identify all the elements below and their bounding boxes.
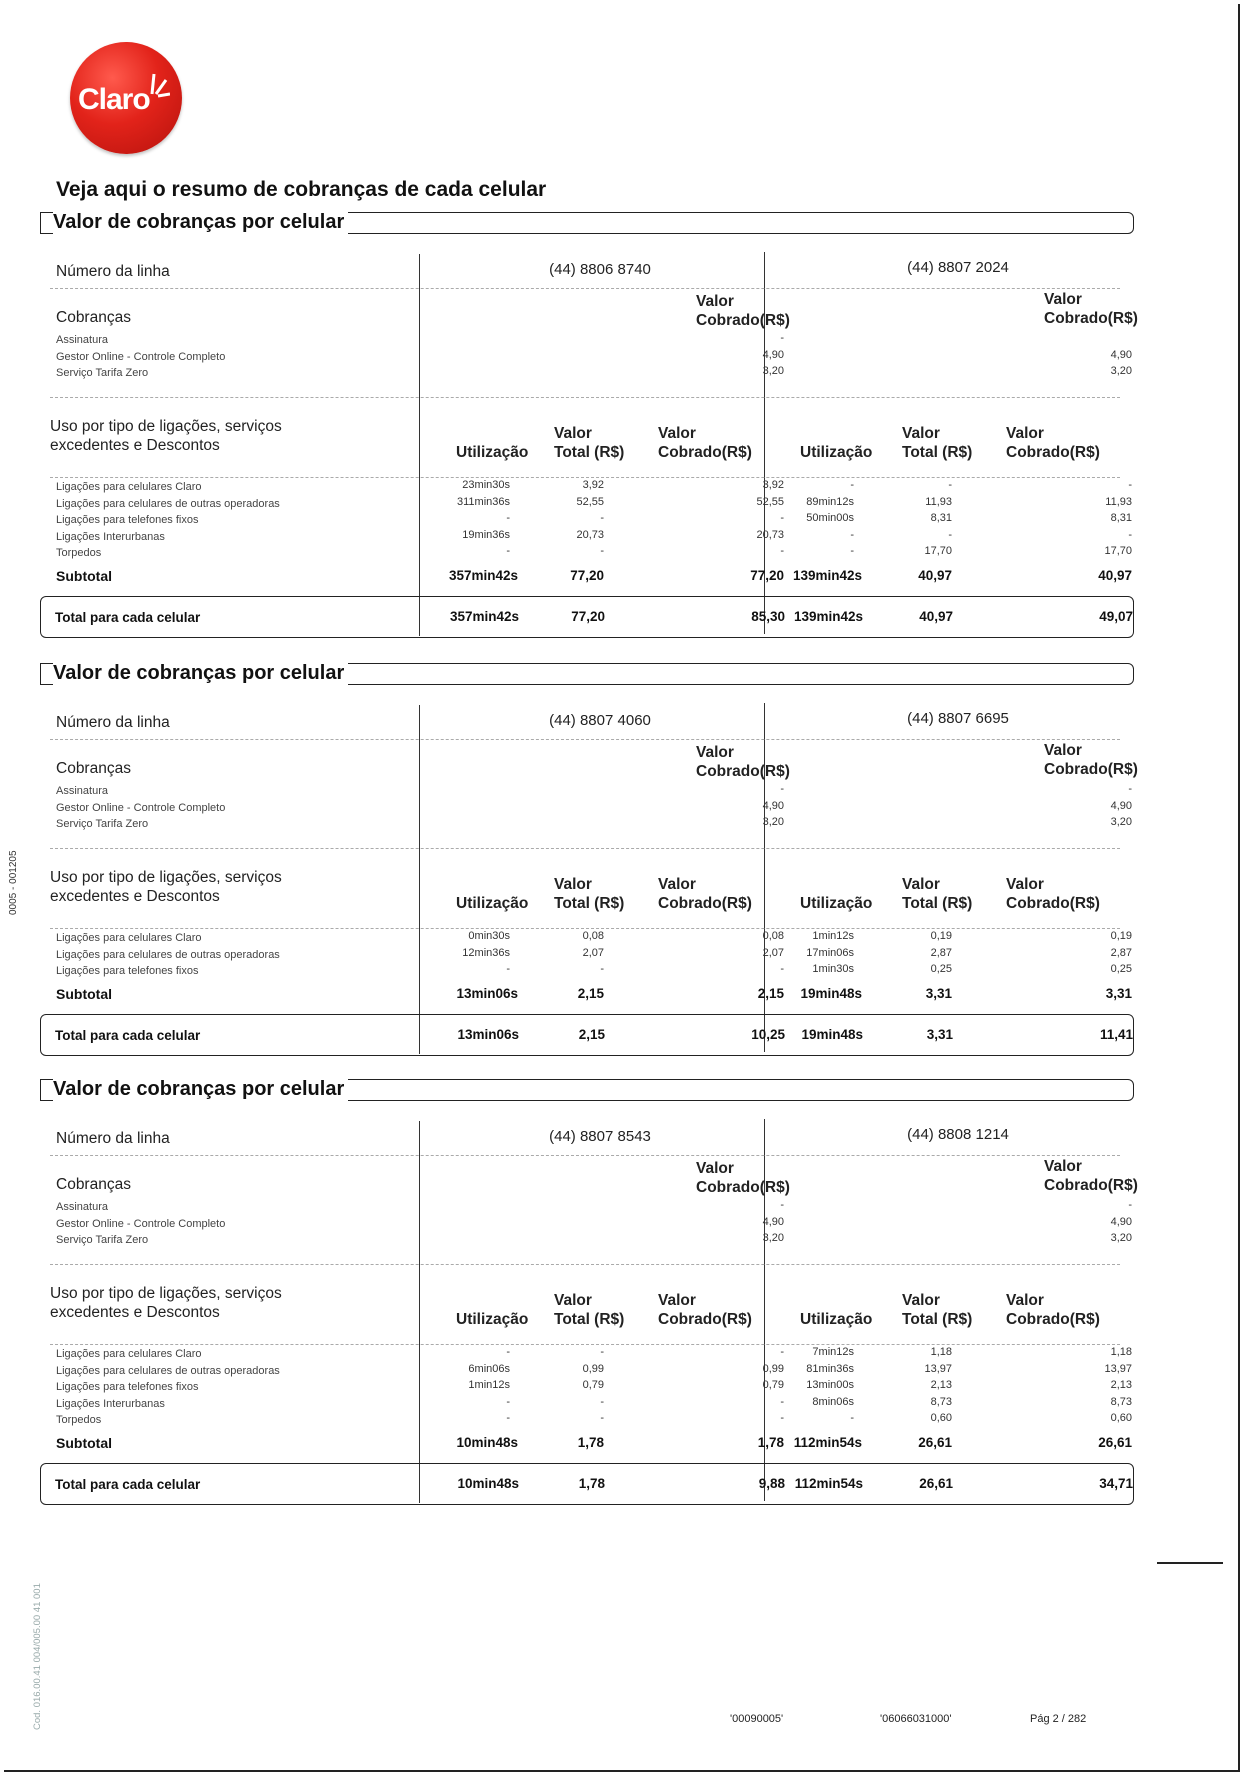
- section-title: Valor de cobranças por celular: [53, 1078, 348, 1101]
- subtotal-utilizacao: 112min54s: [793, 1434, 862, 1450]
- valor-cobrado-header: Valor: [696, 293, 734, 310]
- subtotal-utilizacao: 357min42s: [448, 567, 518, 583]
- charge-value: -: [1128, 783, 1132, 795]
- valor-cobrado-header: Valor: [658, 1292, 696, 1309]
- usage-valor-cobrado: 8,31: [1110, 512, 1132, 524]
- usage-valor-cobrado: 13,97: [1104, 1362, 1132, 1375]
- line-number: (44) 8808 1214: [907, 1126, 1009, 1143]
- claro-logo: [70, 42, 182, 154]
- usage-valor-total: 2,07: [582, 946, 604, 959]
- valor-cobrado-header: Valor: [1006, 425, 1044, 442]
- margin-mark: [1157, 1562, 1223, 1564]
- usage-label: excedentes e Descontos: [50, 1304, 220, 1321]
- usage-type-label: Ligações para celulares Claro: [56, 932, 202, 944]
- total-row: [40, 596, 1134, 638]
- valor-cobrado-header: Cobrado(R$): [658, 444, 752, 461]
- side-code-faint: Cod. 016.00.41 004/005.00 41 001: [32, 1583, 43, 1730]
- charge-label: Assinatura: [56, 1201, 108, 1213]
- valor-total-header: Total (R$): [902, 1311, 973, 1328]
- valor-total-header: Valor: [902, 1292, 940, 1309]
- usage-valor-total: 2,87: [930, 946, 952, 959]
- usage-valor-total: -: [948, 528, 952, 541]
- usage-utilizacao: 7min12s: [812, 1346, 854, 1358]
- usage-label: Uso por tipo de ligações, serviços: [50, 418, 282, 435]
- usage-type-label: Ligações para telefones fixos: [56, 965, 199, 977]
- usage-valor-cobrado: 2,07: [762, 946, 784, 959]
- usage-label: excedentes e Descontos: [50, 888, 220, 905]
- line-number: (44) 8806 8740: [549, 261, 651, 278]
- utilizacao-header: Utilização: [800, 1311, 873, 1328]
- charges-label: Cobranças: [56, 1176, 131, 1193]
- usage-valor-cobrado: 11,93: [1105, 495, 1132, 508]
- valor-total-header: Valor: [554, 425, 592, 442]
- total-label: Total para cada celular: [55, 1027, 201, 1043]
- total-valor-total: 77,20: [571, 608, 605, 624]
- valor-cobrado-header: Cobrado(R$): [1006, 895, 1100, 912]
- section-body: [40, 685, 1138, 1058]
- valor-cobrado-header: Valor: [1044, 742, 1082, 759]
- column-divider: [419, 1121, 420, 1503]
- usage-utilizacao: 81min36s: [806, 1362, 854, 1375]
- usage-valor-total: 0,60: [930, 1412, 952, 1424]
- usage-valor-total: -: [600, 545, 604, 557]
- valor-cobrado-header: Cobrado(R$): [658, 895, 752, 912]
- charges-section: [40, 662, 1138, 1103]
- usage-valor-total: -: [600, 1412, 604, 1424]
- separator-line: [50, 477, 1120, 478]
- logo-wordmark: Claro: [78, 83, 150, 116]
- separator-line: [50, 848, 1120, 849]
- page-title: Veja aqui o resumo de cobranças de cada celular: [56, 178, 547, 201]
- usage-valor-cobrado: -: [780, 1395, 784, 1408]
- charge-value: -: [1128, 1199, 1132, 1211]
- subtotal-valor-cobrado: 3,31: [1105, 985, 1132, 1001]
- usage-valor-cobrado: 0,25: [1110, 963, 1132, 975]
- subtotal-valor-total: 26,61: [918, 1434, 952, 1450]
- valor-cobrado-header: Cobrado(R$): [1044, 310, 1138, 327]
- separator-line: [50, 397, 1120, 398]
- usage-utilizacao: 23min30s: [462, 479, 510, 491]
- usage-valor-cobrado: 1,18: [1110, 1346, 1132, 1358]
- section-header: [40, 1079, 1134, 1101]
- usage-valor-total: -: [600, 1395, 604, 1408]
- usage-valor-total: -: [600, 1346, 604, 1358]
- total-utilizacao: 112min54s: [794, 1475, 863, 1491]
- usage-valor-cobrado: -: [780, 1412, 784, 1424]
- charges-section: [40, 211, 1138, 652]
- valor-cobrado-header: Cobrado(R$): [658, 1311, 752, 1328]
- usage-utilizacao: -: [506, 545, 510, 557]
- valor-cobrado-header: Valor: [1006, 876, 1044, 893]
- charge-value: 3,20: [762, 816, 784, 828]
- usage-utilizacao: 12min36s: [462, 946, 510, 959]
- usage-valor-cobrado: 52,55: [756, 495, 784, 508]
- total-utilizacao: 10min48s: [457, 1475, 519, 1491]
- charge-label: Serviço Tarifa Zero: [56, 818, 149, 830]
- usage-valor-cobrado: 2,87: [1110, 946, 1132, 959]
- valor-cobrado-header: Cobrado(R$): [1044, 1177, 1138, 1194]
- column-divider: [419, 254, 420, 636]
- utilizacao-header: Utilização: [800, 444, 873, 461]
- total-utilizacao: 19min48s: [801, 1026, 863, 1042]
- section-body: [40, 234, 1138, 640]
- subtotal-valor-total: 1,78: [577, 1434, 604, 1450]
- usage-valor-cobrado: -: [780, 512, 784, 524]
- charge-value: 3,20: [762, 365, 784, 377]
- usage-valor-total: 20,73: [576, 528, 604, 541]
- subtotal-valor-cobrado: 1,78: [757, 1434, 784, 1450]
- usage-type-label: Ligações para celulares de outras operadoras: [56, 1364, 280, 1377]
- total-utilizacao: 13min06s: [457, 1026, 519, 1042]
- usage-utilizacao: 0min30s: [468, 930, 510, 942]
- usage-valor-total: 11,93: [925, 495, 952, 508]
- subtotal-valor-total: 77,20: [570, 567, 604, 583]
- usage-valor-total: 8,31: [930, 512, 952, 524]
- charge-value: -: [780, 783, 784, 795]
- subtotal-valor-total: 40,97: [918, 567, 952, 583]
- usage-valor-cobrado: 0,08: [762, 930, 784, 942]
- usage-type-label: Ligações para telefones fixos: [56, 514, 199, 526]
- column-divider: [419, 705, 420, 1054]
- utilizacao-header: Utilização: [456, 444, 529, 461]
- usage-valor-cobrado: 8,73: [1110, 1395, 1132, 1408]
- separator-line: [50, 1155, 1120, 1156]
- section-title: Valor de cobranças por celular: [53, 662, 348, 685]
- usage-utilizacao: 19min36s: [462, 528, 510, 541]
- total-row: [40, 1014, 1134, 1056]
- usage-type-label: Ligações Interurbanas: [56, 1397, 165, 1410]
- separator-line: [50, 1344, 1120, 1345]
- valor-total-header: Valor: [902, 876, 940, 893]
- separator-line: [50, 1264, 1120, 1265]
- valor-cobrado-header: Valor: [658, 876, 696, 893]
- usage-type-label: Ligações para celulares de outras operadoras: [56, 948, 280, 961]
- charge-value: 4,90: [762, 1215, 784, 1228]
- valor-total-header: Total (R$): [554, 444, 625, 461]
- section-title: Valor de cobranças por celular: [53, 211, 348, 234]
- line-number-label: Número da linha: [56, 714, 170, 731]
- usage-type-label: Torpedos: [56, 1414, 102, 1426]
- usage-utilizacao: -: [506, 963, 510, 975]
- usage-valor-cobrado: -: [780, 963, 784, 975]
- subtotal-label: Subtotal: [56, 985, 112, 1002]
- valor-total-header: Total (R$): [554, 895, 625, 912]
- valor-total-header: Valor: [902, 425, 940, 442]
- usage-valor-total: 0,08: [582, 930, 604, 942]
- usage-valor-cobrado: 20,73: [756, 528, 784, 541]
- total-utilizacao: 357min42s: [449, 608, 519, 624]
- usage-valor-cobrado: 0,99: [762, 1362, 784, 1375]
- usage-valor-cobrado: -: [1128, 479, 1132, 491]
- footer-code-2: '06066031000': [880, 1713, 952, 1725]
- line-number: (44) 8807 2024: [907, 259, 1009, 276]
- usage-label: Uso por tipo de ligações, serviços: [50, 869, 282, 886]
- usage-utilizacao: -: [850, 1412, 854, 1424]
- charges-section: [40, 1078, 1138, 1519]
- charge-value: 4,90: [1110, 348, 1132, 361]
- valor-cobrado-header: Cobrado(R$): [1006, 1311, 1100, 1328]
- footer-page: Pág 2 / 282: [1030, 1713, 1087, 1725]
- usage-valor-total: 13,97: [924, 1362, 952, 1375]
- valor-cobrado-header: Valor: [658, 425, 696, 442]
- subtotal-valor-total: 3,31: [925, 985, 952, 1001]
- usage-valor-cobrado: 0,19: [1110, 930, 1132, 942]
- usage-valor-total: -: [600, 963, 604, 975]
- usage-valor-cobrado: 17,70: [1104, 545, 1132, 557]
- usage-valor-total: 3,92: [582, 479, 604, 491]
- usage-valor-total: -: [600, 512, 604, 524]
- usage-valor-cobrado: -: [780, 1346, 784, 1358]
- subtotal-valor-cobrado: 2,15: [757, 985, 784, 1001]
- line-number: (44) 8807 6695: [907, 710, 1009, 727]
- valor-cobrado-header: Cobrado(R$): [1044, 761, 1138, 778]
- usage-valor-total: 0,25: [930, 963, 952, 975]
- total-valor-total: 1,78: [578, 1475, 605, 1491]
- charge-value: 3,20: [1110, 1232, 1132, 1244]
- subtotal-utilizacao: 19min48s: [800, 985, 862, 1001]
- logo-rays-icon: [148, 72, 170, 98]
- usage-utilizacao: 89min12s: [806, 495, 854, 508]
- charge-value: 3,20: [1110, 365, 1132, 377]
- utilizacao-header: Utilização: [456, 1311, 529, 1328]
- subtotal-label: Subtotal: [56, 567, 112, 584]
- line-number-label: Número da linha: [56, 263, 170, 280]
- charge-value: 4,90: [1110, 799, 1132, 812]
- total-row: [40, 1463, 1134, 1505]
- usage-valor-total: 1,18: [930, 1346, 952, 1358]
- valor-cobrado-header: Valor: [1044, 291, 1082, 308]
- total-valor-cobrado: 9,88: [758, 1475, 785, 1491]
- subtotal-valor-total: 2,15: [577, 985, 604, 1001]
- charge-value: -: [780, 1199, 784, 1211]
- usage-type-label: Ligações para telefones fixos: [56, 1381, 199, 1393]
- total-label: Total para cada celular: [55, 609, 201, 625]
- usage-valor-cobrado: -: [780, 545, 784, 557]
- subtotal-utilizacao: 10min48s: [456, 1434, 518, 1450]
- valor-cobrado-header: Cobrado(R$): [1006, 444, 1100, 461]
- charge-value: 3,20: [1110, 816, 1132, 828]
- usage-valor-cobrado: -: [1128, 528, 1132, 541]
- separator-line: [50, 928, 1120, 929]
- charge-value: 4,90: [1110, 1215, 1132, 1228]
- usage-utilizacao: -: [506, 1412, 510, 1424]
- charge-label: Assinatura: [56, 334, 108, 346]
- charge-value: 4,90: [762, 799, 784, 812]
- usage-utilizacao: 13min00s: [806, 1379, 854, 1391]
- usage-type-label: Torpedos: [56, 547, 102, 559]
- subtotal-valor-cobrado: 26,61: [1098, 1434, 1132, 1450]
- total-valor-cobrado: 34,71: [1099, 1475, 1133, 1491]
- side-code: 0005 - 001205: [8, 850, 19, 915]
- usage-valor-total: 8,73: [930, 1395, 952, 1408]
- usage-valor-cobrado: 0,79: [762, 1379, 784, 1391]
- usage-label: excedentes e Descontos: [50, 437, 220, 454]
- usage-utilizacao: 1min30s: [812, 963, 854, 975]
- usage-valor-total: 0,19: [930, 930, 952, 942]
- usage-utilizacao: -: [506, 1395, 510, 1408]
- subtotal-utilizacao: 139min42s: [792, 567, 862, 583]
- valor-cobrado-header: Valor: [696, 744, 734, 761]
- usage-type-label: Ligações Interurbanas: [56, 530, 165, 543]
- usage-utilizacao: 50min00s: [806, 512, 854, 524]
- valor-cobrado-header: Valor: [1006, 1292, 1044, 1309]
- usage-utilizacao: 1min12s: [812, 930, 854, 942]
- usage-valor-cobrado: 0,60: [1110, 1412, 1132, 1424]
- charge-label: Assinatura: [56, 785, 108, 797]
- charge-value: 3,20: [762, 1232, 784, 1244]
- total-valor-total: 26,61: [919, 1475, 953, 1491]
- usage-valor-cobrado: 2,13: [1110, 1379, 1132, 1391]
- usage-valor-total: -: [948, 479, 952, 491]
- usage-utilizacao: 6min06s: [468, 1362, 510, 1375]
- usage-valor-total: 0,79: [582, 1379, 604, 1391]
- usage-valor-total: 52,55: [576, 495, 604, 508]
- utilizacao-header: Utilização: [800, 895, 873, 912]
- total-valor-total: 2,15: [578, 1026, 605, 1042]
- usage-utilizacao: -: [506, 512, 510, 524]
- valor-cobrado-header: Cobrado(R$): [696, 312, 790, 329]
- charges-label: Cobranças: [56, 760, 131, 777]
- valor-total-header: Total (R$): [902, 444, 973, 461]
- charge-label: Gestor Online - Controle Completo: [56, 801, 226, 814]
- section-header: [40, 663, 1134, 685]
- usage-valor-total: 0,99: [582, 1362, 604, 1375]
- usage-utilizacao: -: [850, 528, 854, 541]
- total-valor-cobrado: 11,41: [1099, 1026, 1133, 1042]
- usage-type-label: Ligações para celulares de outras operadoras: [56, 497, 280, 510]
- valor-cobrado-header: Valor: [1044, 1158, 1082, 1175]
- valor-total-header: Valor: [554, 876, 592, 893]
- separator-line: [50, 739, 1120, 740]
- subtotal-valor-cobrado: 77,20: [750, 567, 784, 583]
- charge-label: Gestor Online - Controle Completo: [56, 350, 226, 363]
- line-number-label: Número da linha: [56, 1130, 170, 1147]
- separator-line: [50, 288, 1120, 289]
- usage-utilizacao: 311min36s: [457, 495, 510, 508]
- usage-label: Uso por tipo de ligações, serviços: [50, 1285, 282, 1302]
- usage-valor-cobrado: 3,92: [762, 479, 784, 491]
- usage-type-label: Ligações para celulares Claro: [56, 481, 202, 493]
- utilizacao-header: Utilização: [456, 895, 529, 912]
- charge-label: Gestor Online - Controle Completo: [56, 1217, 226, 1230]
- subtotal-utilizacao: 13min06s: [456, 985, 518, 1001]
- total-valor-total: 40,97: [919, 608, 953, 624]
- usage-utilizacao: 17min06s: [806, 946, 854, 959]
- valor-cobrado-header: Cobrado(R$): [696, 763, 790, 780]
- usage-utilizacao: -: [506, 1346, 510, 1358]
- usage-type-label: Ligações para celulares Claro: [56, 1348, 202, 1360]
- section-body: [40, 1101, 1138, 1507]
- usage-utilizacao: 1min12s: [468, 1379, 510, 1391]
- usage-utilizacao: -: [850, 479, 854, 491]
- charge-label: Serviço Tarifa Zero: [56, 1234, 149, 1246]
- valor-total-header: Valor: [554, 1292, 592, 1309]
- footer-code-1: '00090005': [730, 1713, 784, 1725]
- total-valor-cobrado: 10,25: [751, 1026, 785, 1042]
- usage-valor-total: 2,13: [930, 1379, 952, 1391]
- section-header: [40, 212, 1134, 234]
- valor-cobrado-header: Cobrado(R$): [696, 1179, 790, 1196]
- subtotal-valor-cobrado: 40,97: [1098, 567, 1132, 583]
- valor-total-header: Total (R$): [902, 895, 973, 912]
- subtotal-label: Subtotal: [56, 1434, 112, 1451]
- total-valor-cobrado: 49,07: [1099, 608, 1133, 624]
- charges-label: Cobranças: [56, 309, 131, 326]
- total-label: Total para cada celular: [55, 1476, 201, 1492]
- charge-value: -: [780, 332, 784, 344]
- valor-cobrado-header: Valor: [696, 1160, 734, 1177]
- line-number: (44) 8807 4060: [549, 712, 651, 729]
- total-utilizacao: 139min42s: [793, 608, 863, 624]
- usage-valor-total: 17,70: [924, 545, 952, 557]
- charge-label: Serviço Tarifa Zero: [56, 367, 149, 379]
- usage-utilizacao: -: [850, 545, 854, 557]
- line-number: (44) 8807 8543: [549, 1128, 651, 1145]
- usage-utilizacao: 8min06s: [812, 1395, 854, 1408]
- total-valor-cobrado: 85,30: [751, 608, 785, 624]
- charge-value: 4,90: [762, 348, 784, 361]
- valor-total-header: Total (R$): [554, 1311, 625, 1328]
- total-valor-total: 3,31: [926, 1026, 953, 1042]
